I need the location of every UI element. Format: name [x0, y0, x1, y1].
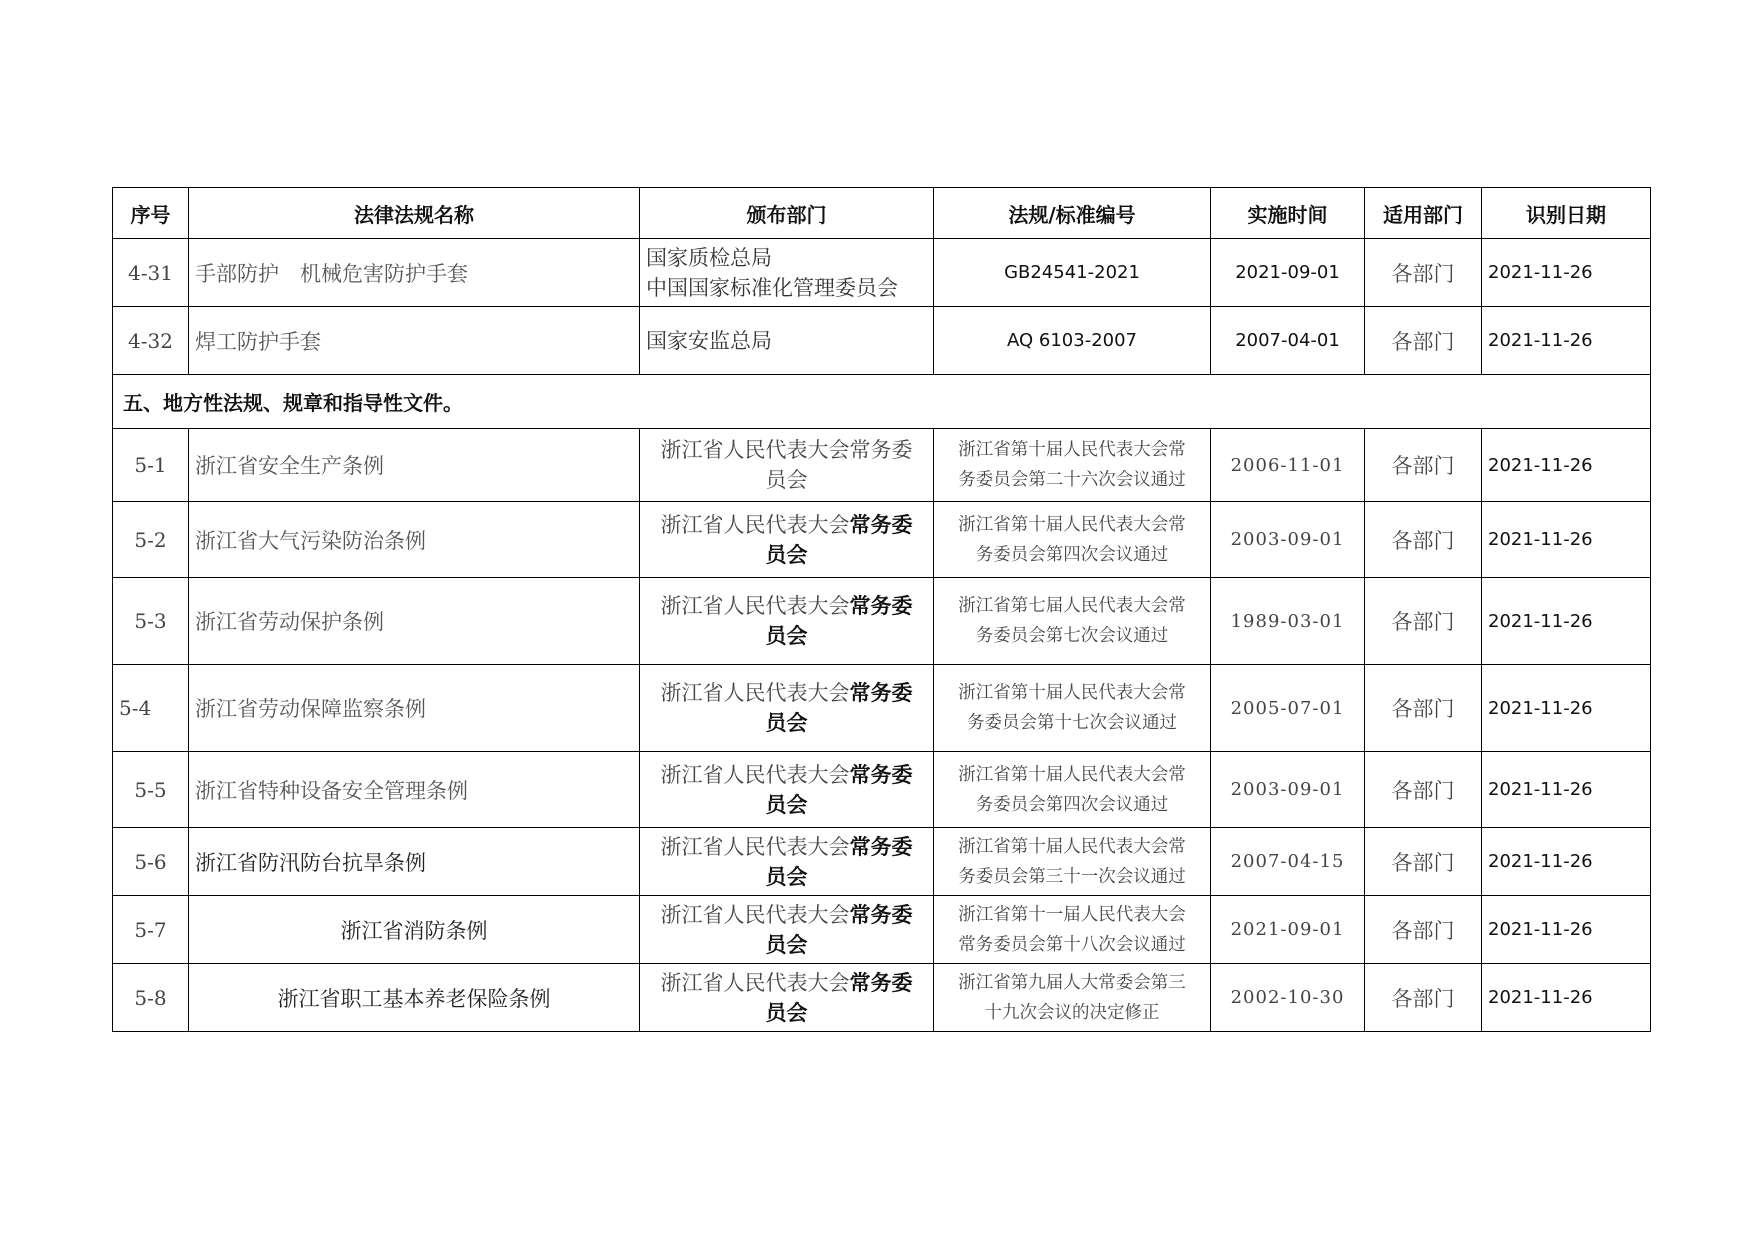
row-issuer	[640, 307, 934, 375]
issuer-line	[646, 998, 927, 1028]
row-no: 5-4	[113, 665, 189, 752]
code-line: 浙江省第九届人大常委会第三	[958, 972, 1186, 993]
row-effective: 2003-09-01	[1211, 502, 1365, 578]
issuer-text: 浙江省人民代表大会	[660, 594, 850, 618]
table-row	[113, 578, 1651, 665]
row-effective: 2021-09-01	[1211, 896, 1365, 964]
row-issuer	[640, 828, 934, 896]
header-dept: 适用部门	[1365, 188, 1482, 239]
row-code	[934, 828, 1211, 896]
code-line: 浙江省第十一届人民代表大会	[958, 904, 1186, 925]
row-effective: 2007-04-15	[1211, 828, 1365, 896]
row-no: 5-6	[113, 828, 189, 896]
row-dept: 各部门	[1365, 752, 1482, 828]
issuer-line	[646, 540, 927, 570]
code-line: 浙江省第十届人民代表大会常	[958, 683, 1186, 703]
row-name: 浙江省职工基本养老保险条例	[189, 964, 640, 1032]
row-identified: 2021-11-26	[1482, 896, 1651, 964]
row-code	[934, 502, 1211, 578]
issuer-text-bold: 员会	[765, 863, 808, 889]
code-line: 务委员会第四次会议通过	[975, 544, 1169, 565]
issuer-text-bold: 常务委	[849, 969, 913, 995]
row-dept: 各部门	[1365, 665, 1482, 752]
issuer-line	[646, 862, 927, 892]
issuer-text-bold: 员会	[765, 710, 808, 735]
row-dept: 各部门	[1365, 307, 1482, 375]
issuer-line: 浙江省人民代表大会常务委	[660, 438, 913, 462]
code-line: 务委员会第十七次会议通过	[967, 713, 1177, 733]
header-code: 法规/标准编号	[934, 188, 1211, 239]
row-dept: 各部门	[1365, 896, 1482, 964]
issuer-text-bold: 员会	[765, 999, 808, 1025]
header-effective: 实施时间	[1211, 188, 1365, 239]
issuer-line	[646, 760, 927, 790]
row-name: 浙江省防汛防台抗旱条例	[189, 828, 640, 896]
row-effective: 1989-03-01	[1211, 578, 1365, 665]
row-effective: 2007-04-01	[1211, 307, 1365, 375]
row-name: 浙江省特种设备安全管理条例	[189, 752, 640, 828]
row-name: 浙江省安全生产条例	[189, 429, 640, 502]
code-line: 务委员会第七次会议通过	[975, 626, 1169, 646]
code-line: 十九次会议的决定修正	[984, 1002, 1160, 1023]
issuer-text: 浙江省人民代表大会	[660, 970, 850, 995]
header-no: 序号	[113, 188, 189, 239]
issuer-text-bold: 常务委	[849, 901, 913, 927]
code-line: 浙江省第七届人民代表大会常	[958, 596, 1186, 616]
row-dept: 各部门	[1365, 239, 1482, 307]
issuer-text-bold: 常务委	[849, 833, 913, 859]
row-name: 浙江省消防条例	[189, 896, 640, 964]
code-line: 浙江省第十届人民代表大会常	[958, 514, 1186, 535]
issuer-text: 浙江省人民代表大会	[660, 902, 850, 927]
issuer-text-bold: 员会	[765, 541, 808, 567]
code-line: 浙江省第十届人民代表大会常	[958, 440, 1186, 460]
row-no: 5-5	[113, 752, 189, 828]
row-identified: 2021-11-26	[1482, 665, 1651, 752]
row-effective: 2003-09-01	[1211, 752, 1365, 828]
header-name: 法律法规名称	[189, 188, 640, 239]
row-issuer	[640, 502, 934, 578]
issuer-line	[646, 790, 927, 820]
issuer-text: 浙江省人民代表大会	[660, 762, 850, 787]
issuer-text: 浙江省人民代表大会	[660, 681, 850, 705]
code-line: 务委员会第三十一次会议通过	[958, 866, 1186, 887]
row-dept: 各部门	[1365, 429, 1482, 502]
row-code	[934, 665, 1211, 752]
row-code	[934, 964, 1211, 1032]
row-no: 5-7	[113, 896, 189, 964]
code-line: 务委员会第四次会议通过	[975, 794, 1169, 815]
row-code	[934, 429, 1211, 502]
row-effective: 2021-09-01	[1211, 239, 1365, 307]
issuer-text-bold: 常务委	[849, 680, 913, 705]
section-title: 五、地方性法规、规章和指导性文件。	[113, 375, 1651, 429]
row-identified: 2021-11-26	[1482, 828, 1651, 896]
row-dept: 各部门	[1365, 828, 1482, 896]
row-issuer	[640, 665, 934, 752]
row-identified: 2021-11-26	[1482, 964, 1651, 1032]
row-name: 浙江省劳动保障监察条例	[189, 665, 640, 752]
table-row	[113, 752, 1651, 828]
row-issuer	[640, 239, 934, 307]
issuer-text-bold: 员会	[765, 791, 808, 817]
row-dept: 各部门	[1365, 578, 1482, 665]
table-row	[113, 502, 1651, 578]
table-row	[113, 429, 1651, 502]
issuer-line	[646, 930, 927, 960]
row-effective: 2002-10-30	[1211, 964, 1365, 1032]
row-name: 浙江省劳动保护条例	[189, 578, 640, 665]
table-row	[113, 307, 1651, 375]
issuer-line: 中国国家标准化管理委员会	[646, 275, 898, 300]
issuer-line	[646, 510, 927, 540]
issuer-text-bold: 员会	[765, 623, 808, 648]
row-issuer	[640, 429, 934, 502]
table-row	[113, 896, 1651, 964]
header-identified: 识别日期	[1482, 188, 1651, 239]
row-dept: 各部门	[1365, 502, 1482, 578]
issuer-line	[646, 968, 927, 998]
row-identified: 2021-11-26	[1482, 429, 1651, 502]
issuer-text-bold: 常务委	[849, 593, 913, 618]
issuer-line	[646, 900, 927, 930]
row-effective: 2006-11-01	[1211, 429, 1365, 502]
code-line: 务委员会第二十六次会议通过	[958, 470, 1186, 490]
row-dept: 各部门	[1365, 964, 1482, 1032]
issuer-line: 员会	[765, 468, 808, 492]
row-code	[934, 578, 1211, 665]
table-row	[113, 964, 1651, 1032]
row-no: 4-32	[113, 307, 189, 375]
table-row	[113, 665, 1651, 752]
row-identified: 2021-11-26	[1482, 578, 1651, 665]
issuer-line: 国家质检总局	[646, 245, 772, 270]
issuer-line	[646, 678, 927, 708]
issuer-line	[646, 832, 927, 862]
row-no: 5-2	[113, 502, 189, 578]
code-line: 浙江省第十届人民代表大会常	[958, 836, 1186, 857]
issuer-line	[646, 621, 927, 651]
row-identified: 2021-11-26	[1482, 502, 1651, 578]
row-effective: 2005-07-01	[1211, 665, 1365, 752]
code-line: 常务委员会第十八次会议通过	[958, 934, 1186, 955]
code-line: 浙江省第十届人民代表大会常	[958, 764, 1186, 785]
issuer-line	[646, 591, 927, 621]
issuer-text: 浙江省人民代表大会	[660, 834, 850, 859]
row-name: 手部防护 机械危害防护手套	[189, 239, 640, 307]
row-code	[934, 752, 1211, 828]
regulations-table	[112, 187, 1651, 1032]
row-no: 4-31	[113, 239, 189, 307]
issuer-line	[646, 708, 927, 738]
table-row	[113, 239, 1651, 307]
row-identified: 2021-11-26	[1482, 307, 1651, 375]
row-issuer	[640, 964, 934, 1032]
issuer-text-bold: 员会	[765, 931, 808, 957]
row-no: 5-8	[113, 964, 189, 1032]
issuer-text-bold: 常务委	[849, 511, 913, 537]
issuer-line: 国家安监总局	[646, 328, 772, 353]
row-name: 焊工防护手套	[189, 307, 640, 375]
table-header-row	[113, 188, 1651, 239]
table-row	[113, 828, 1651, 896]
header-issuer: 颁布部门	[640, 188, 934, 239]
row-code: AQ 6103-2007	[934, 307, 1211, 375]
row-code: GB24541-2021	[934, 239, 1211, 307]
row-issuer	[640, 752, 934, 828]
row-no: 5-3	[113, 578, 189, 665]
row-issuer	[640, 578, 934, 665]
row-identified: 2021-11-26	[1482, 239, 1651, 307]
row-code	[934, 896, 1211, 964]
section-row	[113, 375, 1651, 429]
issuer-text-bold: 常务委	[849, 761, 913, 787]
row-identified: 2021-11-26	[1482, 752, 1651, 828]
row-name: 浙江省大气污染防治条例	[189, 502, 640, 578]
row-issuer	[640, 896, 934, 964]
issuer-text: 浙江省人民代表大会	[660, 512, 850, 537]
row-no: 5-1	[113, 429, 189, 502]
